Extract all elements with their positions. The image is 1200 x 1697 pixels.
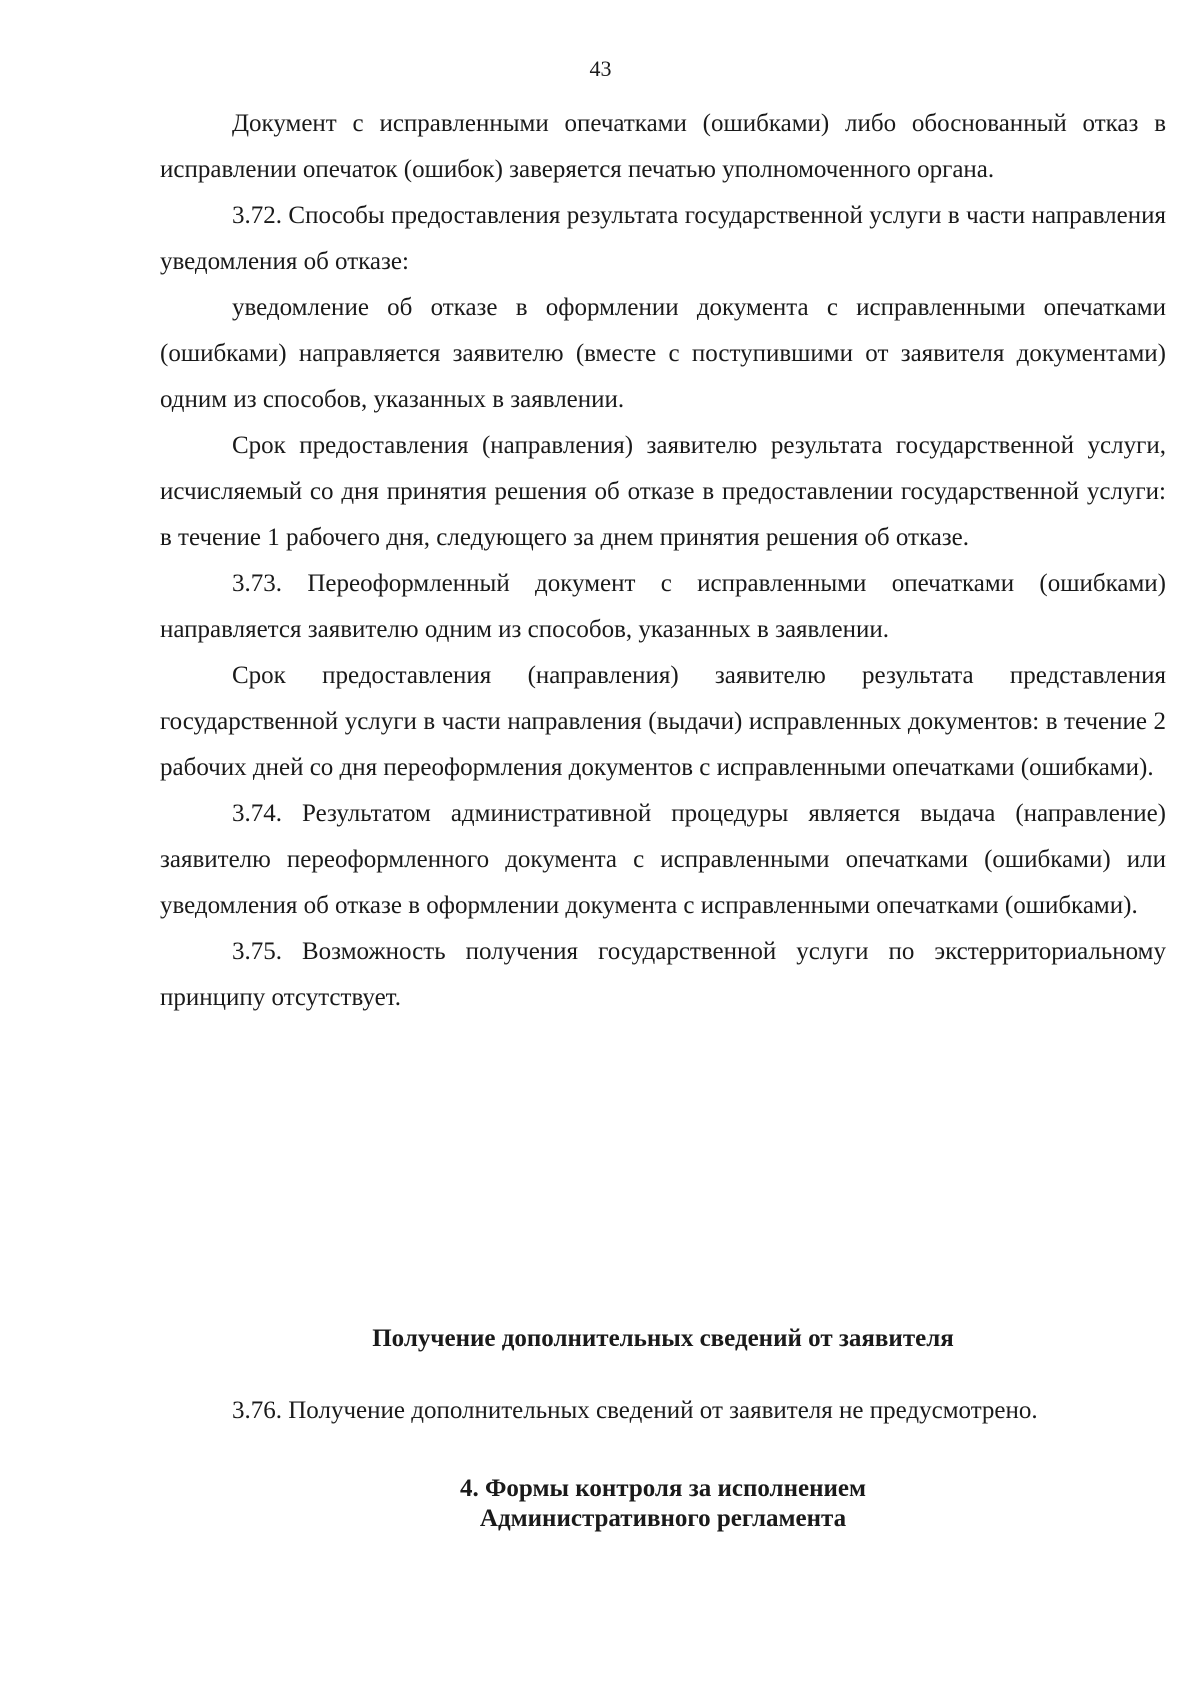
paragraph-3-74: 3.74. Результатом административной процедуры является выдача (направление) заявителю переоформленного документа с исправленными опечатками (ошибками) или уведомления об отказе в оформлении документа с исправленными опечатками (ошибками). (160, 800, 1166, 919)
section (160, 1324, 1166, 1354)
paragraph: Срок предоставления (направления) заявителю результата государственной услуги, исчисляемый со дня принятия решения об отказе в предоставлении государственной услуги: в течение 1 рабочего дня, следующего за днем принятия решения об отказе. (160, 432, 1166, 551)
paragraph: уведомление об отказе в оформлении документа с исправленными опечатками (ошибками) направляется заявителю (вместе с поступившими от заявителя документами) одним из способов, указанных в заявлении. (160, 294, 1166, 413)
paragraph-3-75: 3.75. Возможность получения государственной услуги по экстерриториальному принципу отсутствует. (160, 938, 1166, 1011)
paragraph: Срок предоставления (направления) заявителю результата представления государственной услуги в части направления (выдачи) исправленных документов: в течение 2 рабочих дней со дня переоформления документов с исправленными опечатками (ошибками). (160, 662, 1166, 781)
chapter-heading-line-1: 4. Формы контроля за исполнением (459, 1475, 867, 1502)
section-body (160, 1388, 1166, 1434)
paragraph-3-76: 3.76. Получение дополнительных сведений от заявителя не предусмотрено. (232, 1397, 1038, 1424)
section-heading: Получение дополнительных сведений от заявителя (372, 1325, 954, 1352)
body-text (160, 101, 1166, 1021)
chapter-heading-line-2: Административного регламента (479, 1505, 847, 1532)
page-number: 43 (589, 56, 612, 81)
paragraph-3-72: 3.72. Способы предоставления результата государственной услуги в части направления уведомления об отказе: (160, 202, 1166, 275)
paragraph-3-73: 3.73. Переоформленный документ с исправленными опечатками (ошибками) направляется заявителю одним из способов, указанных в заявлении. (160, 570, 1166, 643)
chapter-heading (160, 1474, 1166, 1534)
paragraph: Документ с исправленными опечатками (ошибками) либо обоснованный отказ в исправлении опечаток (ошибок) заверяется печатью уполномоченного органа. (160, 110, 1166, 183)
